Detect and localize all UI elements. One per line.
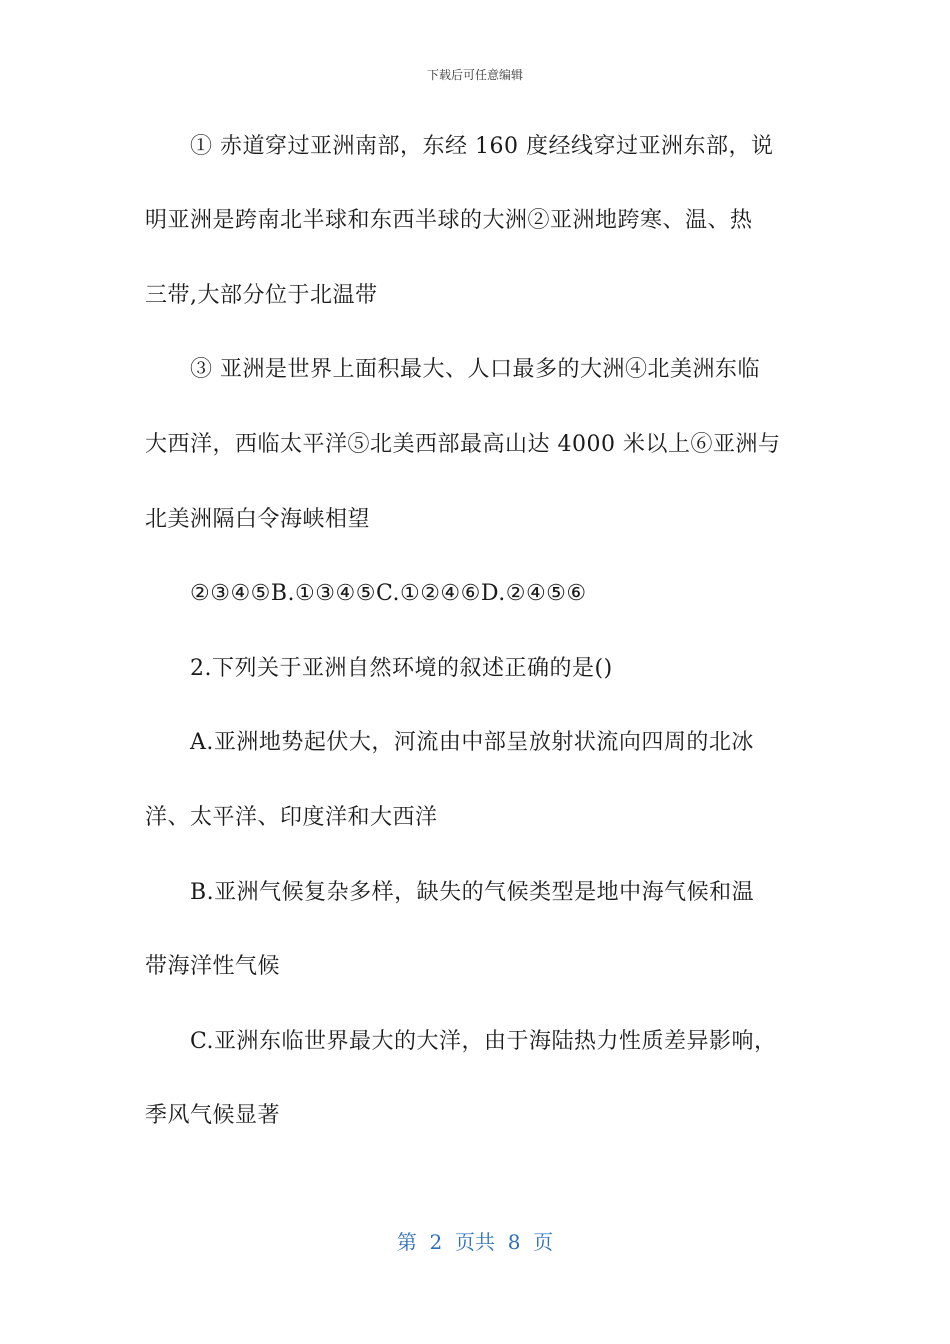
answer-options: ②③④⑤B.①③④⑤C.①②④⑥D.②④⑤⑥ bbox=[190, 581, 587, 606]
text-line: 三带,大部分位于北温带 bbox=[145, 283, 378, 308]
text-line: 大西洋，西临太平洋⑤北美西部最高山达 4000 米以上⑥亚洲与 bbox=[145, 432, 781, 457]
text-line: 洋、太平洋、印度洋和大西洋 bbox=[145, 805, 438, 830]
option-c: C.亚洲东临世界最大的大洋，由于海陆热力性质差异影响， bbox=[190, 1029, 777, 1054]
text-line: 带海洋性气候 bbox=[145, 954, 281, 979]
text-line: ① 赤道穿过亚洲南部，东经 160 度经线穿过亚洲东部，说 bbox=[190, 134, 774, 159]
text-line: 北美洲隔白令海峡相望 bbox=[145, 507, 371, 532]
text-line: ③ 亚洲是世界上面积最大、人口最多的大洲④北美洲东临 bbox=[190, 357, 760, 382]
text-line: 明亚洲是跨南北半球和东西半球的大洲②亚洲地跨寒、温、热 bbox=[145, 208, 753, 233]
text-line: 季风气候显著 bbox=[145, 1103, 281, 1128]
download-note: 下载后可任意编辑 bbox=[426, 68, 523, 82]
page-number: 第 2 页共 8 页 bbox=[396, 1230, 554, 1254]
option-a: A.亚洲地势起伏大，河流由中部呈放射状流向四周的北冰 bbox=[190, 730, 754, 755]
question-2: 2.下列关于亚洲自然环境的叙述正确的是() bbox=[190, 656, 613, 681]
option-b: B.亚洲气候复杂多样，缺失的气候类型是地中海气候和温 bbox=[190, 880, 755, 905]
